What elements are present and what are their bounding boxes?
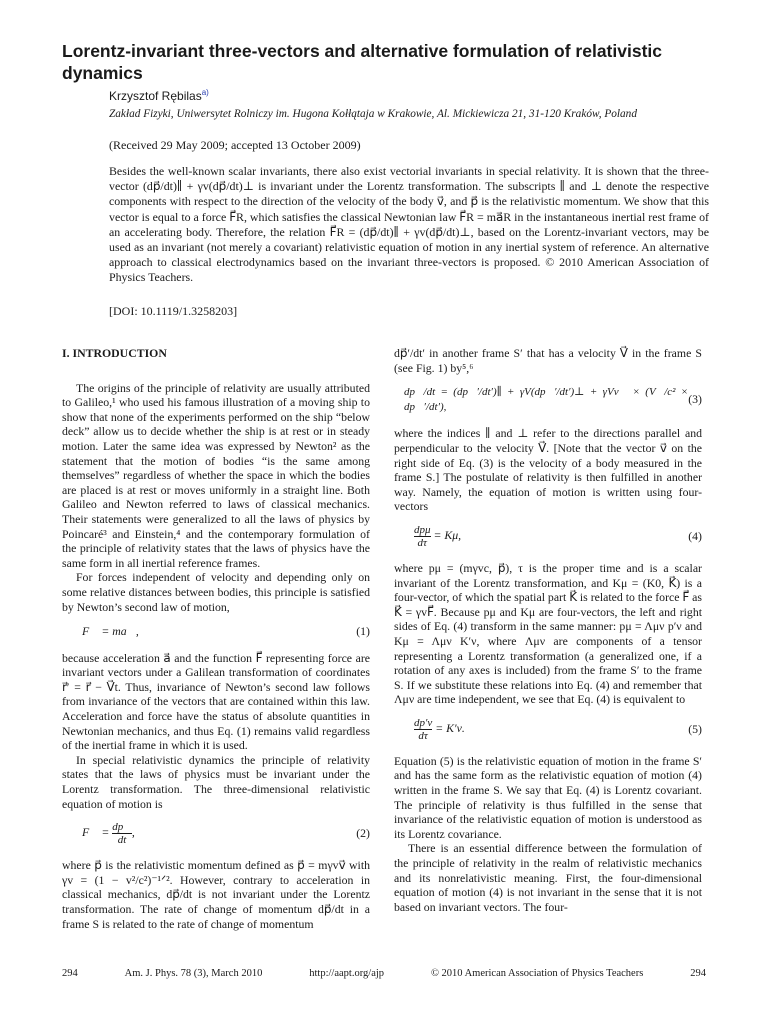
page-number-right: 294 (690, 968, 706, 979)
equation-rhs: = K′ν. (435, 721, 465, 736)
page-number-left: 294 (62, 968, 78, 979)
paragraph: In special relativistic dynamics the principle of relativity states that the laws of physics must be invariant under the Lorentz transformation. The three-dimensional relativistic equation of motion is (62, 752, 370, 811)
copyright: © 2010 American Association of Physics Teachers (430, 968, 644, 979)
journal-citation: Am. J. Phys. 78 (3), March 2010 (124, 968, 263, 979)
doi[interactable]: [DOI: 10.1119/1.3258203] (109, 304, 238, 318)
equation-number: (1) (356, 624, 370, 639)
author-name: Krzysztof Rębilas (109, 89, 202, 103)
equation-number: (3) (688, 392, 702, 407)
paragraph: The origins of the principle of relativity are usually attributed to Galileo,¹ who used his famous illustration of a moving ship to show that none of the experiments performed on the ship “below deck” allow us to decide whether the ship is at rest or in steady motion. Later the same idea was expressed by Newton² as the statement that the motion of bodies “is the same among themselves” regardless of whether the space in which the bodies are placed is at rest or moves uniformly in a straight line. Both Galileo and Newton referred to laws of classical mechanics. Their statements were generalized to all the laws of physics by Poincaré³ and Einstein,⁴ and the contemporary formulation of the principle of relativity states that the laws of physics have the same form in all inertial reference frames. (62, 380, 370, 570)
fraction (414, 524, 431, 549)
equation-1 (62, 624, 370, 639)
author-footnote-link[interactable]: a) (201, 88, 209, 97)
equation-number: (4) (688, 529, 702, 544)
fraction-denominator: dτ (418, 729, 428, 742)
fraction-numerator: dp⃗ (112, 821, 132, 834)
page-footer (62, 968, 706, 982)
fraction (112, 821, 132, 846)
equation-body (394, 524, 461, 549)
paragraph: because acceleration a⃗ and the function F⃗ representing force are invariant vectors under a Galilean transformation of coordinates r⃗′ = r⃗ − V⃗t. Thus, invariance of Newton’s second law follows from invariance of the vectors that are contained within this law. Acceleration and force have the status of absolute quantities in Newtonian mechanics, and thus Eq. (1) remains valid regardless of the inertial frame in which it is used. (62, 650, 370, 753)
journal-url[interactable]: http://aapt.org/ajp (309, 968, 385, 979)
paragraph: where the indices ∥ and ⊥ refer to the directions parallel and perpendicular to the velocity V⃗. [Note that the vector v⃗ on the right side of Eq. (3) is the velocity of a body measured in the frame S.] The postulate of relativity is then fulfilled in another way. Namely, the equation of motion is written using four-vectors (394, 426, 702, 514)
received-dates: (Received 29 May 2009; accepted 13 October 2009) (109, 138, 361, 152)
equation-4 (394, 524, 702, 549)
equation-body (62, 821, 135, 846)
paper-title: Lorentz-invariant three-vectors and alternative formulation of relativistic dynamics (62, 41, 662, 83)
paragraph: For forces independent of velocity and depending only on some relative distances between bodies, this principle is satisfied by Newton’s second law of motion, (62, 570, 370, 614)
equation-body: F⃗ = ma⃗, (82, 624, 139, 639)
equation-number: (2) (356, 826, 370, 841)
equation-rhs: = Kμ, (433, 528, 462, 543)
fraction (414, 717, 432, 742)
equation-body (394, 717, 465, 742)
equation-3 (394, 385, 702, 414)
equation-2 (62, 821, 370, 846)
paragraph: There is an essential difference between the formulation of the principle of relativity in the realm of relativistic mechanics and its nonrelativistic meaning. First, the four-dimensional equation of motion (4) is not invariant in the sense that it is not based on invariant vectors. The four- (394, 841, 702, 914)
equation-5 (394, 717, 702, 742)
right-column (394, 346, 702, 914)
equation-body: dp⃗/dt = (dp⃗′/dt′)∥ + γV(dp⃗′/dt′)⊥ + γVv⃗ × (V⃗/c² × dp⃗′/dt′), (404, 386, 689, 413)
fraction-numerator: dp′ν (414, 716, 433, 729)
affiliation: Zakład Fizyki, Uniwersytet Rolniczy im. Hugona Kołłątaja w Krakowie, Al. Mickiewicza 21, 31-120 Kraków, Poland (109, 108, 637, 120)
left-column (62, 346, 370, 931)
abstract: Besides the well-known scalar invariants, there also exist vectorial invariants in special relativity. It is shown that the three-vector (dp⃗/dt)∥ + γv(dp⃗/dt)⊥ is invariant under the Lorentz transformation. The subscripts ∥ and ⊥ denote the respective components with respect to the direction of the velocity of the body v⃗, and p⃗ is the relativistic momentum. We show that this vector is equal to a force F⃗R, which satisfies the classical Newtonian law F⃗R = ma⃗R in the instantaneous inertial rest frame of an accelerating body. Therefore, the relation F⃗R = (dp⃗/dt)∥ + γv(dp⃗/dt)⊥, based on the Lorentz-invariant vectors, may be used as an invariant (not merely a covariant) relativistic equation of motion in any inertial system of reference. An alternative approach to classical electrodynamics based on the invariant three-vectors is proposed. © 2010 American Association of Physics Teachers. (109, 164, 709, 285)
paragraph: dp⃗′/dt′ in another frame S′ that has a velocity V⃗ in the frame S (see Fig. 1) by⁵,⁶ (394, 346, 702, 375)
section-heading: I. INTRODUCTION (62, 346, 167, 360)
author-line (109, 88, 209, 103)
equation-tail: , (131, 825, 135, 840)
paragraph: where p⃗ is the relativistic momentum defined as p⃗ = mγvv⃗ with γv = (1 − v²/c²)⁻¹ᐟ². However, contrary to acceleration in classical mechanics, dp⃗/dt is not invariant under the Lorentz transformation. The rate of change of momentum dp⃗/dt in a frame S is related to the rate of change of momentum (62, 858, 370, 931)
paragraph: where pμ = (mγvc, p⃗), τ is the proper time and is a scalar invariant of the Lorentz transformation, and Kμ = (K0, K⃗) is a four-vector, of which the spatial part K⃗ is related to the force F⃗ as K⃗ = γvF⃗. Because pμ and Kμ are four-vectors, the left and right sides of Eq. (4) transform in the same manner: pμ = Λμν p′ν and Kμ = Λμν K′ν, where Λμν are components of a tensor representing a Lorentz transformation (a generalized one, if a rotation of any axes is included) from the frame S′ to the frame S. If we substitute these relations into Eq. (4) and remember that Λμν are time independent, we see that Eq. (4) is equivalent to (394, 560, 702, 707)
equation-lhs: F⃗ = (82, 825, 110, 840)
fraction-denominator: dτ (417, 536, 427, 549)
fraction-numerator: dpμ (414, 523, 431, 536)
fraction-denominator: dt (117, 834, 127, 847)
paragraph: Equation (5) is the relativistic equation of motion in the frame S′ and has the same form as the relativistic equation of motion (4) written in the frame S. We say that Eq. (4) is Lorentz covariant. The principle of relativity is thus fulfilled in the sense that invariance of the relativistic equation of motion is understood as its Lorentz covariance. (394, 753, 702, 841)
equation-number: (5) (688, 722, 702, 737)
